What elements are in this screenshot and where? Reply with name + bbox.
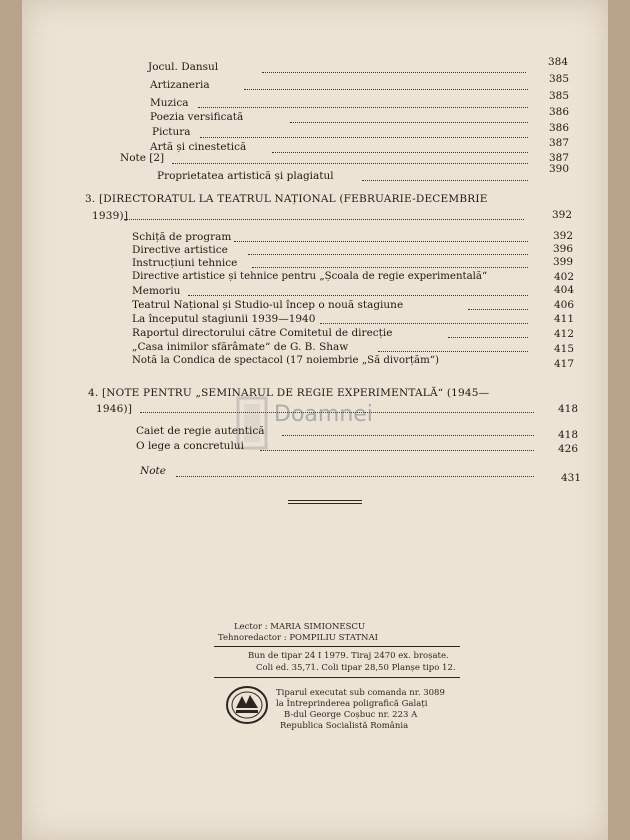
dot-leader bbox=[378, 351, 528, 352]
toc-entry-title: Note [2] bbox=[120, 152, 165, 164]
toc-entry-title: „Casa inimilor sfărâmate“ de G. B. Shaw bbox=[132, 341, 349, 353]
dot-leader bbox=[272, 152, 528, 153]
dot-leader bbox=[124, 219, 524, 220]
toc-entry-page: 385 bbox=[548, 90, 569, 102]
printer-line: la Întreprinderea poligrafică Galați bbox=[276, 699, 428, 709]
dot-leader bbox=[234, 241, 528, 242]
toc-entry-title: Teatrul Național și Studio-ul încep o nouă stagiune bbox=[132, 299, 404, 311]
section-heading: 4. [NOTE PENTRU „SEMINARUL DE REGIE EXPERIMENTALĂ“ (1945— bbox=[88, 387, 490, 399]
toc-entry-page: 386 bbox=[548, 106, 569, 118]
toc-entry-page: 406 bbox=[553, 299, 574, 311]
separator-rule bbox=[288, 500, 362, 501]
toc-entry-title: Poezia versificată bbox=[150, 111, 244, 123]
section-page: 392 bbox=[551, 209, 572, 221]
toc-entry-title: Artă și cinestetică bbox=[150, 141, 247, 153]
section-heading-cont: 1939)] bbox=[92, 210, 129, 222]
dot-leader bbox=[172, 163, 528, 164]
toc-entry-page: 418 bbox=[557, 429, 578, 441]
toc-entry-title: Notă la Condica de spectacol (17 noiembrie „Să divorțăm“) bbox=[132, 355, 439, 366]
toc-entry-page: 415 bbox=[553, 343, 574, 355]
print-details: Coli ed. 35,71. Coli tipar 28,50 Planșe tipo 12. bbox=[256, 663, 456, 673]
toc-entry-title: O lege a concretului bbox=[136, 440, 244, 452]
dot-leader bbox=[252, 267, 528, 268]
toc-entry-page: 417 bbox=[553, 358, 574, 370]
dot-leader bbox=[320, 323, 528, 324]
toc-entry-title: Muzica bbox=[150, 97, 189, 109]
watermark-text: Doamnei bbox=[274, 402, 373, 427]
toc-entry-page: 412 bbox=[553, 328, 574, 340]
notes-title: Note bbox=[140, 465, 166, 477]
toc-entry-page: 385 bbox=[548, 73, 569, 85]
dot-leader bbox=[198, 107, 528, 108]
toc-entry-page: 396 bbox=[552, 243, 573, 255]
toc-entry-page: 386 bbox=[548, 122, 569, 134]
toc-entry-title: La începutul stagiunii 1939—1940 bbox=[132, 313, 316, 325]
printer-line: Tiparul executat sub comanda nr. 3089 bbox=[276, 688, 445, 698]
toc-entry-title: Instrucțiuni tehnice bbox=[132, 257, 238, 269]
toc-entry-title: Directive artistice bbox=[132, 244, 228, 256]
dot-leader bbox=[362, 180, 528, 181]
dot-leader bbox=[262, 72, 526, 73]
toc-entry-title: Pictura bbox=[152, 126, 191, 138]
printer-line: B-dul George Coșbuc nr. 223 A bbox=[284, 710, 418, 720]
toc-entry-title: Artizaneria bbox=[150, 79, 210, 91]
section-heading: 3. [DIRECTORATUL LA TEATRUL NAȚIONAL (FEBRUARIE-DECEMBRIE bbox=[85, 193, 488, 205]
section-page: 418 bbox=[557, 403, 578, 415]
tehnoredactor-line: Tehnoredactor : POMPILIU STATNAI bbox=[218, 633, 378, 643]
toc-entry-page: 426 bbox=[557, 443, 578, 455]
toc-entry-title: Raportul directorului către Comitetul de direcție bbox=[132, 327, 393, 339]
dot-leader bbox=[290, 122, 528, 123]
toc-entry-page: 404 bbox=[553, 284, 574, 296]
toc-entry-page: 399 bbox=[552, 256, 573, 268]
colophon-rule bbox=[214, 677, 460, 678]
print-details: Bun de tipar 24 I 1979. Tiraj 2470 ex. broșate. bbox=[248, 651, 449, 661]
dot-leader bbox=[248, 254, 528, 255]
toc-entry-page: 387 bbox=[548, 152, 569, 164]
toc-entry-title: Jocul. Dansul bbox=[148, 61, 219, 73]
toc-entry-title: Directive artistice și tehnice pentru „Școala de regie experimentală“ bbox=[132, 271, 488, 282]
printer-line: Republica Socialistă România bbox=[280, 721, 409, 731]
printer-logo-icon bbox=[224, 684, 270, 726]
toc-entry-page: 384 bbox=[547, 56, 568, 68]
dot-leader bbox=[468, 309, 528, 310]
dot-leader bbox=[244, 89, 528, 90]
toc-entry-page: 392 bbox=[552, 230, 573, 242]
dot-leader bbox=[448, 337, 528, 338]
toc-entry-page: 402 bbox=[553, 271, 574, 283]
dot-leader bbox=[200, 137, 528, 138]
notes-page: 431 bbox=[560, 472, 581, 484]
toc-entry-title: Schiță de program bbox=[132, 231, 232, 243]
lector-line: Lector : MARIA SIMIONESCU bbox=[234, 622, 366, 632]
toc-entry-page: 387 bbox=[548, 137, 569, 149]
toc-entry-page: 390 bbox=[548, 163, 569, 175]
dot-leader bbox=[176, 476, 534, 477]
toc-entry-title: Memoriu bbox=[132, 285, 181, 297]
toc-entry-title: Proprietatea artistică și plagiatul bbox=[157, 170, 334, 182]
toc-entry-title: Caiet de regie autentică bbox=[136, 425, 265, 437]
colophon-rule bbox=[214, 646, 460, 647]
section-heading-cont: 1946)] bbox=[96, 403, 133, 415]
toc-entry-page: 411 bbox=[553, 313, 574, 325]
dot-leader bbox=[188, 295, 528, 296]
separator-rule bbox=[288, 503, 362, 504]
